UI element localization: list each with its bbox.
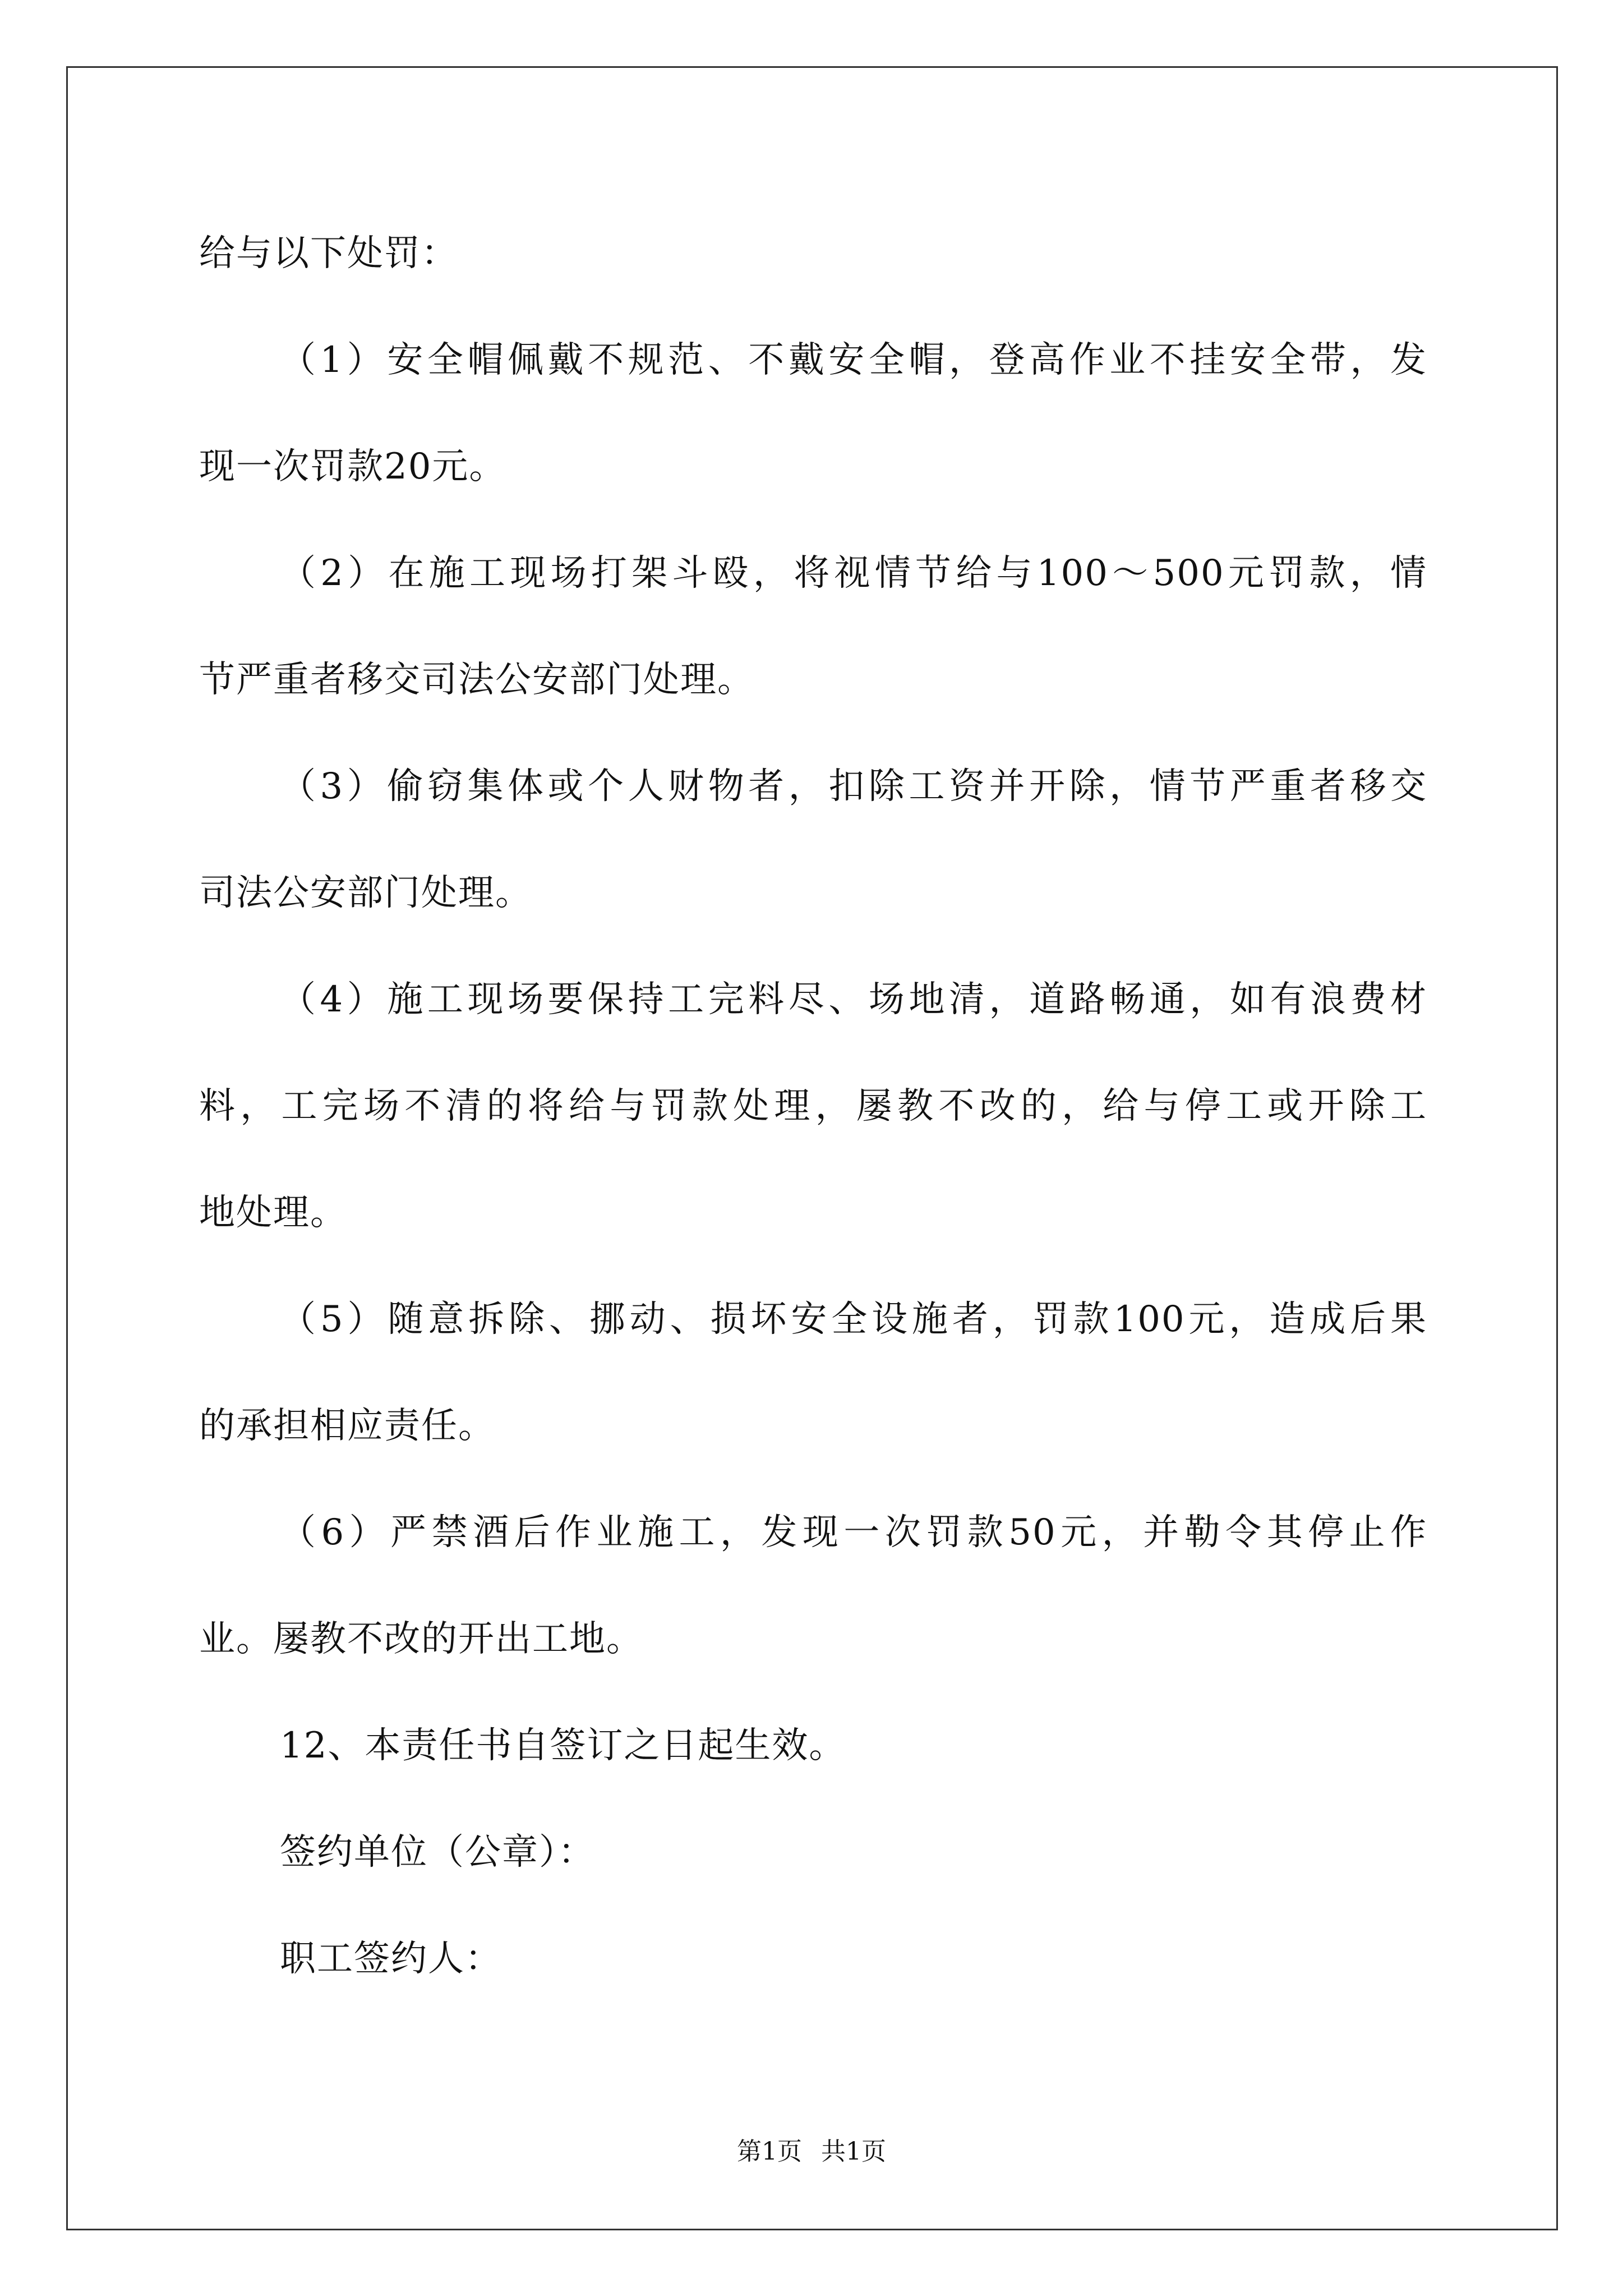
text-line: 的承担相应责任。 bbox=[199, 1405, 495, 1447]
text-line: （4）施工现场要保持工完料尽、场地清，道路畅通，如有浪费材 bbox=[280, 979, 1427, 1020]
page-footer bbox=[0, 2136, 1623, 2168]
text-line: 业。屡教不改的开出工地。 bbox=[199, 1618, 643, 1660]
employee-signatory-label: 职工签约人： bbox=[280, 1938, 502, 1980]
text-line: 司法公安部门处理。 bbox=[199, 872, 532, 914]
text-line: 地处理。 bbox=[199, 1192, 347, 1234]
signing-unit-label: 签约单位（公章）： bbox=[280, 1832, 595, 1873]
text-line: 给与以下处罚： bbox=[199, 233, 458, 274]
page-number: 第1页 bbox=[737, 2137, 802, 2166]
text-line: （5）随意拆除、挪动、损坏安全设施者，罚款100元，造成后果 bbox=[280, 1299, 1427, 1340]
text-line: 料，工完场不清的将给与罚款处理，屡教不改的，给与停工或开除工 bbox=[199, 1085, 1427, 1127]
text-line: （6）严禁酒后作业施工，发现一次罚款50元，并勒令其停止作 bbox=[280, 1512, 1427, 1553]
text-line: 现一次罚款20元。 bbox=[199, 446, 506, 487]
text-line: （1）安全帽佩戴不规范、不戴安全帽，登高作业不挂安全带，发 bbox=[280, 339, 1427, 381]
text-line: 节严重者移交司法公安部门处理。 bbox=[199, 659, 754, 701]
text-line: （2）在施工现场打架斗殴，将视情节给与100～500元罚款，情 bbox=[280, 553, 1427, 594]
page-total: 共1页 bbox=[821, 2137, 886, 2166]
text-line: （3）偷窃集体或个人财物者，扣除工资并开除，情节严重者移交 bbox=[280, 766, 1427, 807]
page-border bbox=[66, 66, 1558, 2230]
text-line: 12、本责任书自签订之日起生效。 bbox=[280, 1725, 846, 1766]
